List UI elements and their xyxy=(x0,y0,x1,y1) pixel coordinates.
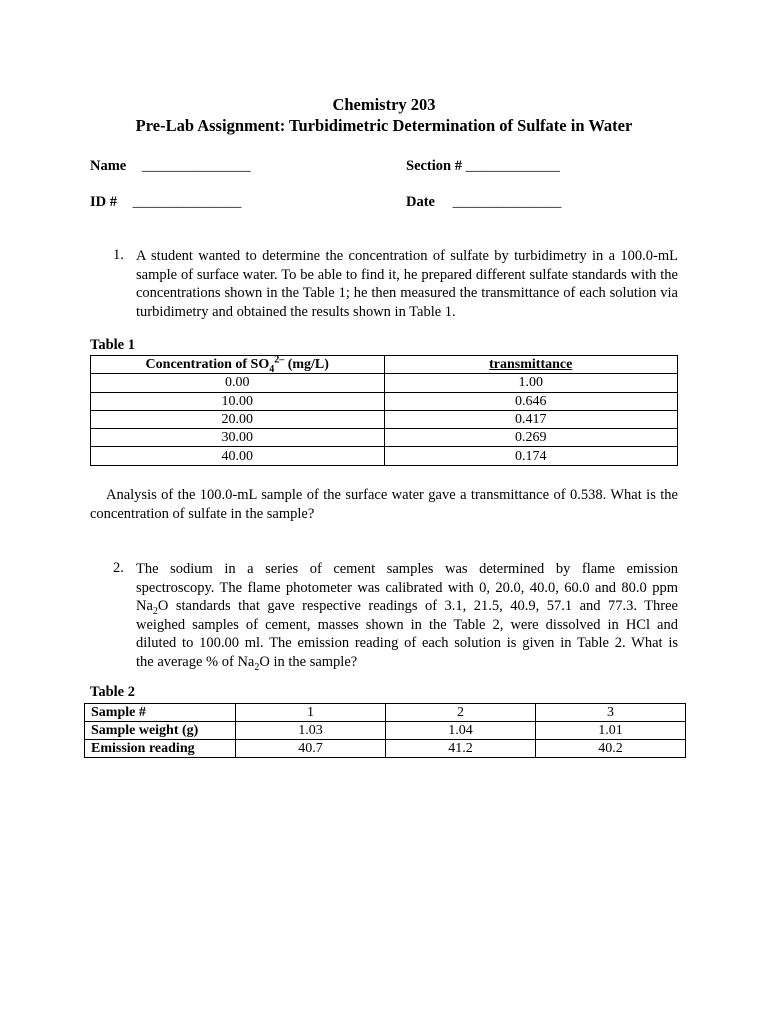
q1-question: Analysis of the 100.0-mL sample of the surface water gave a transmittance of 0.538. What is the concentration of sulfate in the sample? xyxy=(90,487,678,522)
sample-cell: 2 xyxy=(386,704,536,722)
id-field[interactable] xyxy=(90,194,241,211)
table2-title: Table 2 xyxy=(90,684,135,700)
date-blank[interactable]: _______________ xyxy=(452,194,562,210)
weight-cell: 1.01 xyxy=(536,722,686,740)
table-row xyxy=(91,392,678,410)
row-label: Emission reading xyxy=(85,740,236,758)
date-label: Date xyxy=(406,194,435,210)
trans-cell: 0.646 xyxy=(384,392,678,410)
reading-cell: 40.7 xyxy=(236,740,386,758)
trans-cell: 0.174 xyxy=(384,447,678,465)
q2-line: the average % of $Na_2O$ in the sample? xyxy=(136,653,358,673)
q2-line: weighed samples of cement, masses shown in the Table 2, were dissolved in HCl and xyxy=(136,616,678,633)
section-label: Section # xyxy=(406,158,462,174)
trans-cell: 1.00 xyxy=(384,374,678,392)
table-row xyxy=(91,447,678,465)
trans-cell: 0.269 xyxy=(384,429,678,447)
q2-line: $Na_2O$ standards that gave respective readings of 3.1, 21.5, 40.9, 57.1 and 77.3. Three xyxy=(136,598,678,618)
course-title: Chemistry 203 xyxy=(332,95,436,114)
table-row xyxy=(91,374,678,392)
q2-line: The sodium in a series of cement samples was determined by flame emission xyxy=(136,561,678,577)
row-label: Sample # xyxy=(85,704,236,722)
id-blank[interactable]: _______________ xyxy=(132,194,242,210)
conc-cell: 10.00 xyxy=(91,392,385,410)
conc-cell: 20.00 xyxy=(91,410,385,428)
weight-cell: 1.04 xyxy=(386,722,536,740)
conc-cell: 30.00 xyxy=(91,429,385,447)
section-blank[interactable]: _____________ xyxy=(465,158,560,174)
sample-cell: 3 xyxy=(536,704,686,722)
row-label: Sample weight (g) xyxy=(85,722,236,740)
conc-cell: 0.00 xyxy=(91,374,385,392)
table-row xyxy=(85,722,686,740)
trans-cell: 0.417 xyxy=(384,410,678,428)
reading-cell: 40.2 xyxy=(536,740,686,758)
q2-line: diluted to 100.00 ml. The emission reading of each solution is given in Table 2. What is xyxy=(136,635,678,652)
name-field[interactable] xyxy=(90,158,251,175)
weight-cell: 1.03 xyxy=(236,722,386,740)
q1-text: A student wanted to determine the concentration of sulfate by turbidimetry in a 100.0-mL sample of surface water. To be able to find it, he prepared different sulfate standards with the concentrations shown in the Table 1; he then measured the transmittance of each solution via turbidimetry and obtained the results shown in Table 1. xyxy=(136,248,678,320)
name-blank[interactable]: _______________ xyxy=(141,158,251,174)
name-label: Name xyxy=(90,158,127,174)
table1-header-row xyxy=(91,356,678,374)
table-row xyxy=(85,704,686,722)
q2-text xyxy=(136,560,678,672)
table-row xyxy=(91,410,678,428)
q1-number: 1. xyxy=(113,247,124,263)
table1-col-concentration: Concentration of $SO_4^{2-}$ (mg/L) xyxy=(91,356,385,374)
table1 xyxy=(90,355,678,466)
table1-title: Table 1 xyxy=(90,337,135,353)
table-row xyxy=(91,429,678,447)
date-field[interactable] xyxy=(406,194,561,211)
q2-line: spectroscopy. The flame photometer was calibrated with 0, 20.0, 40.0, 60.0 and 80.0 ppm xyxy=(136,579,678,596)
table-row xyxy=(85,740,686,758)
conc-cell: 40.00 xyxy=(91,447,385,465)
q2-number: 2. xyxy=(113,560,124,576)
id-label: ID # xyxy=(90,194,117,210)
sample-cell: 1 xyxy=(236,704,386,722)
table1-col-transmittance: transmittance xyxy=(384,356,678,374)
reading-cell: 41.2 xyxy=(386,740,536,758)
table2 xyxy=(84,703,686,758)
assignment-title: Pre-Lab Assignment: Turbidimetric Determination of Sulfate in Water xyxy=(135,116,633,135)
section-field[interactable] xyxy=(406,158,560,175)
